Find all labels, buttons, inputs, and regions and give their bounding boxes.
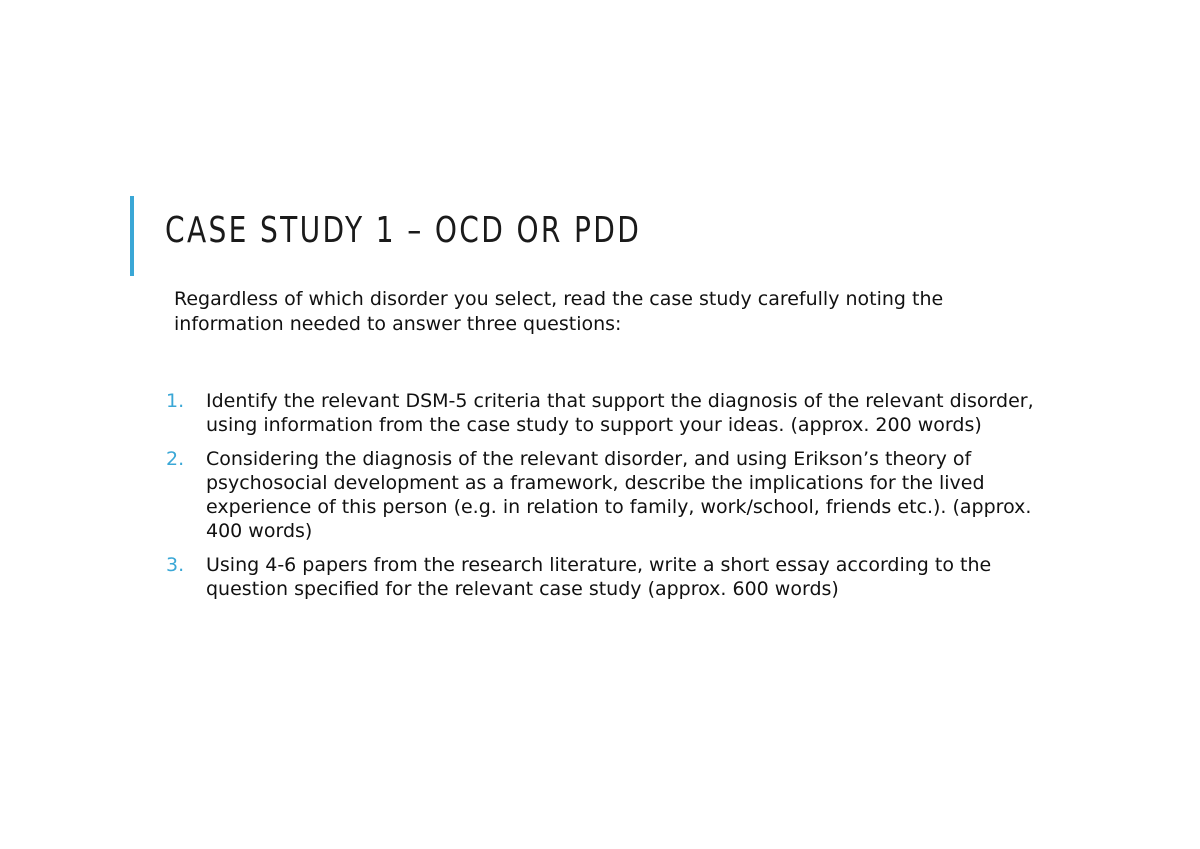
question-text: Considering the diagnosis of the relevant disorder, and using Erikson’s theory of psychosocial development as a framework, describe the implications for the lived experience of this person (e.g. in relation to family, work/school, friends etc.). (approx. 400 words) [206,448,1032,542]
title-accent-bar [130,196,134,276]
intro-text: Regardless of which disorder you select, read the case study carefully noting the information needed to answer three questions: [174,288,944,335]
question-item-2 [166,447,1036,543]
question-number: 3. [166,554,185,576]
question-number: 1. [166,390,185,412]
question-item-1 [166,389,1036,437]
question-text: Using 4-6 papers from the research literature, write a short essay according to the question specified for the relevant case study (approx. 600 words) [206,554,992,600]
question-list [166,389,1036,611]
slide-title: CASE STUDY 1 – OCD OR PDD [165,210,642,251]
question-number: 2. [166,448,185,470]
question-text: Identify the relevant DSM-5 criteria that support the diagnosis of the relevant disorder, using information from the case study to support your ideas. (approx. 200 words) [206,390,1034,436]
question-item-3 [166,553,1036,601]
